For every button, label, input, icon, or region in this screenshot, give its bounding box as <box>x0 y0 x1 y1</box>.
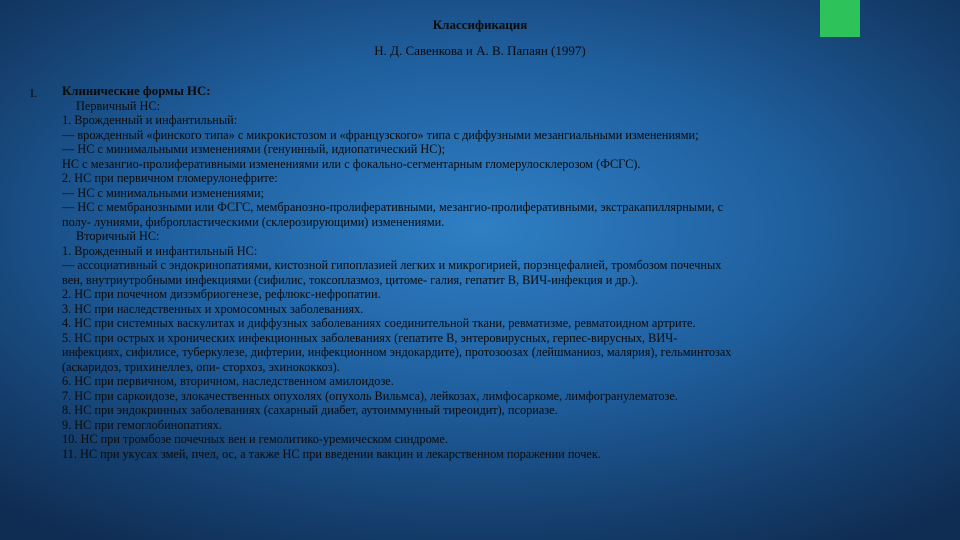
body-line: НС с мезангио-пролиферативными изменениями или с фокально-сегментарным гломерулосклерозом (ФСГС). <box>62 156 641 171</box>
body-line: 9. НС при гемоглобинопатиях. <box>62 417 222 432</box>
body-line: — НС с мембранозными или ФСГС, мембранозно-пролиферативными, мезангио-пролиферативными, экстракапиллярными, с <box>62 200 724 214</box>
body-line: 1. Врожденный и инфантильный: <box>62 113 238 127</box>
list-marker: I. <box>30 86 37 100</box>
slide-subtitle: Н. Д. Савенкова и А. В. Папаян (1997) <box>374 43 586 58</box>
slide-title: Классификация <box>432 17 528 32</box>
body-line: 8. НС при эндокринных заболеваниях (сахарный диабет, аутоиммунный тиреоидит), псориазе. <box>62 403 558 417</box>
body-line: вен, внутриутробными инфекциями (сифилис, токсоплазмоз, цитоме- галия, гепатит В, ВИЧ-инфекция и др.). <box>62 272 639 287</box>
body-line: 11. НС при укусах змей, пчел, ос, а также НС при введении вакцин и лекарственном поражении почек. <box>62 446 601 461</box>
body-line: 2. НС при первичном гломерулонефрите: <box>62 171 278 185</box>
body-line: полу- луниями, фибропластическими (склерозирующими) изменениями. <box>62 214 445 229</box>
body-line: — НС с минимальными изменениями; <box>62 185 265 200</box>
body-line: 6. НС при первичном, вторичном, наследственном амилоидозе. <box>62 374 394 388</box>
body-line: 3. НС при наследственных и хромосомных заболеваниях. <box>62 301 364 316</box>
body-line: 4. НС при системных васкулитах и диффузных заболеваниях соединительной ткани, ревматизме, ревматоидном артрите. <box>62 316 696 330</box>
body-line: инфекциях, сифилисе, туберкулезе, дифтерии, инфекционном эндокардите), протозоозах (лейшманиоз, малярия), гельминтозах <box>62 345 732 359</box>
section-heading: Клинические формы НС: <box>62 84 211 98</box>
body-line: 7. НС при саркоидозе, злокачественных опухолях (опухоль Вильмса), лейкозах, лимфосаркоме, лимфогранулематозе. <box>62 388 678 403</box>
body-line: — врожденный «финского типа» с микрокистозом и «французского» типа с диффузными мезангиальными изменениями; <box>62 127 699 142</box>
body-line: (аскаридоз, трихинеллез, опи- сторхоз, эхинококкоз). <box>62 359 340 374</box>
body-line: Вторичный НС: <box>76 229 160 243</box>
slide-body <box>62 84 942 461</box>
body-line: Первичный НС: <box>76 98 161 113</box>
body-line: 5. НС при острых и хронических инфекционных заболеваниях (гепатите В, энтеровирусных, герпес-вирусных, ВИЧ- <box>62 330 678 345</box>
body-line: 2. НС при почечном дизэмбриогенезе, рефлюкс-нефропатии. <box>62 287 381 301</box>
body-line: — НС с минимальными изменениями (генуинный, идиопатический НС); <box>62 142 446 156</box>
body-line: 1. Врожденный и инфантильный НС: <box>62 243 258 258</box>
body-line: 10. НС при тромбозе почечных вен и гемолитико-уремическом синдроме. <box>62 432 448 446</box>
body-line: — ассоциативный с эндокринопатиями, кистозной гипоплазией легких и микрогирией, порэнцефалией, тромбозом почечных <box>62 258 722 272</box>
